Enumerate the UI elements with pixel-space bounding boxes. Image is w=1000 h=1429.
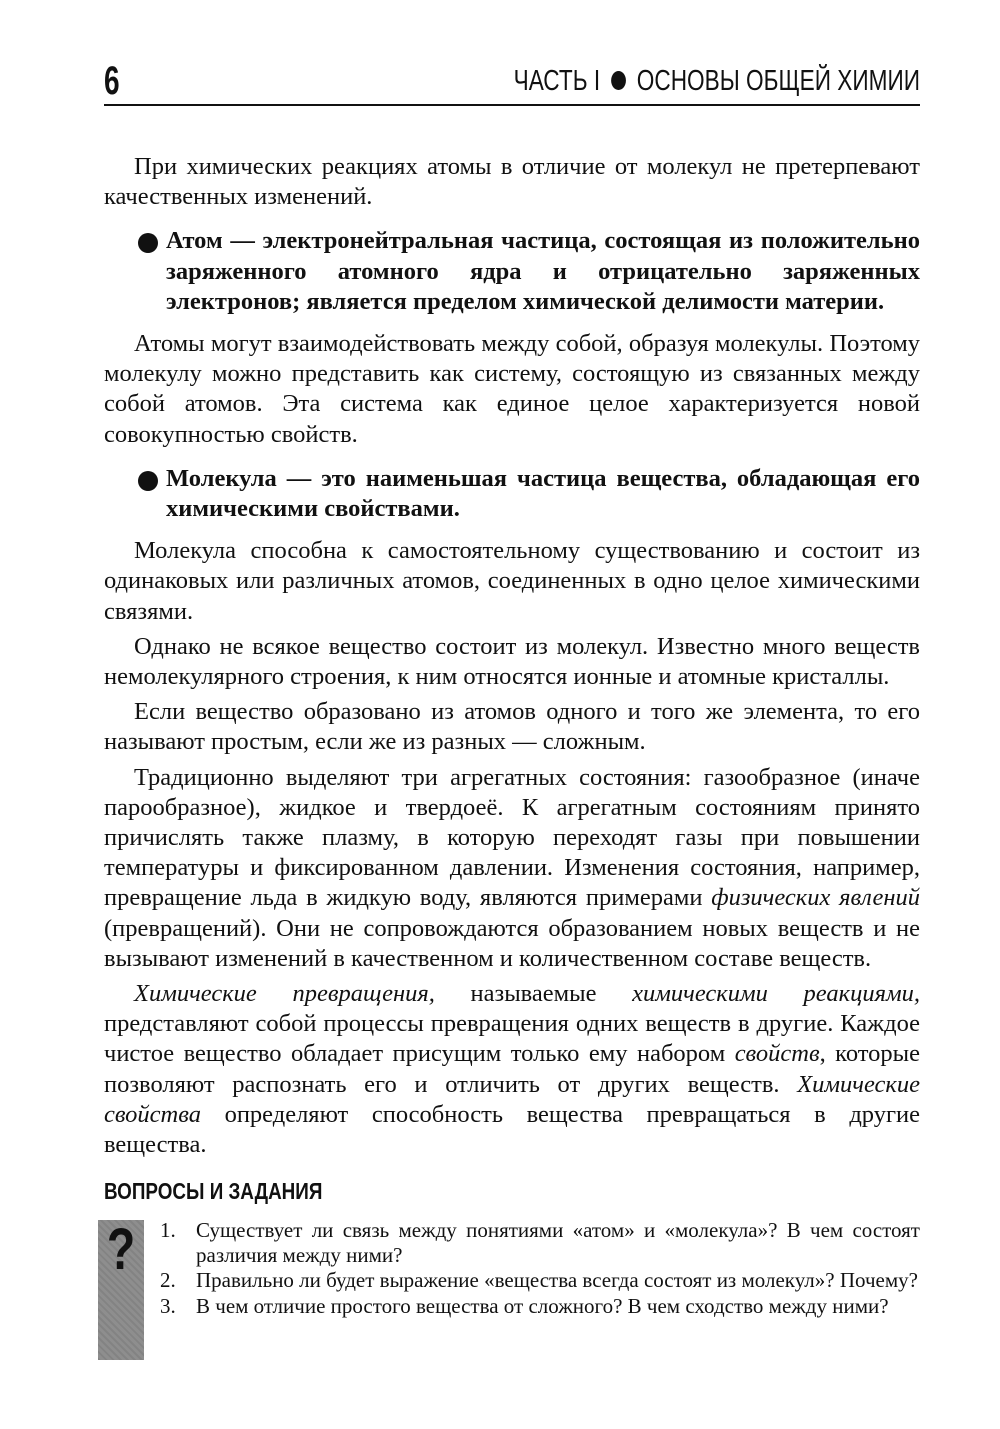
- term-properties: свойств: [734, 1040, 820, 1068]
- question-text: В чем отличие простого вещества от сложного? В чем сходство между ними?: [196, 1293, 889, 1318]
- bullet-icon: [138, 233, 158, 253]
- paragraph-6-text-a: Традиционно выделяют три агрегатных состояния: газообразное (иначе парообразное), жидкое и твердоеё. К агрегатным состояниям принято причислять также плазму, в которую переходят газы при повышении температуры и фиксированном давлении. Изменения состояния, например, превращение льда в жидкую воду, являются примерами: [104, 763, 920, 912]
- definition-atom: [104, 226, 920, 317]
- term-physical-phenomena: физических явлений: [711, 884, 920, 912]
- paragraph-6-text-b: (превращений). Они не сопровождаются образованием новых веществ и не вызывают изменений в качественном и количественном составе веществ.: [104, 914, 920, 972]
- question-text: Существует ли связь между понятиями «атом» и «молекула»? В чем состоят различия между ними?: [196, 1218, 920, 1267]
- paragraph-7: [104, 979, 920, 1160]
- question-mark-icon: [98, 1217, 144, 1360]
- question-item: [160, 1218, 920, 1267]
- questions-list: [160, 1218, 920, 1319]
- bullet-dot-icon: [611, 71, 626, 90]
- bullet-icon: [138, 471, 158, 491]
- question-text: Правильно ли будет выражение «вещества всегда состоят из молекул»? Почему?: [196, 1268, 918, 1293]
- paragraph-3: Молекула способна к самостоятельному существованию и состоит из одинаковых или различных атомов, соединенных в одно целое химическими связями.: [104, 537, 920, 625]
- paragraph-5: Если вещество образовано из атомов одного и того же элемента, то его называют простым, если же из разных — сложным.: [104, 698, 920, 756]
- question-item: [160, 1268, 920, 1293]
- term-chemical-transformations: Химические превращения,: [134, 980, 435, 1008]
- question-mark-glyph: ?: [106, 1217, 136, 1283]
- paragraph-1: При химических реакциях атомы в отличие от молекул не претерпевают качественных изменений.: [104, 153, 920, 211]
- paragraph-4: Однако не всякое вещество состоит из молекул. Известно много веществ немолекулярного строения, к ним относятся ионные и атомные кристаллы.: [104, 632, 920, 691]
- paragraph-7-text-a: называемые: [434, 980, 633, 1008]
- paragraph-7-text-c: , которые позволяют распознать его и отличить от других веществ.: [104, 1040, 920, 1098]
- question-number: 1.: [160, 1218, 176, 1243]
- question-item: [160, 1294, 920, 1319]
- page-header: [104, 58, 920, 106]
- part-label: ЧАСТЬ I: [513, 65, 601, 97]
- chapter-title: ОСНОВЫ ОБЩЕЙ ХИМИИ: [636, 65, 920, 97]
- questions-heading: ВОПРОСЫ И ЗАДАНИЯ: [104, 1178, 323, 1205]
- questions-block: [104, 1218, 920, 1368]
- question-number: 2.: [160, 1268, 176, 1293]
- definition-atom-text: Атом — электронейтральная частица, состоящая из положительно заряженного атомного ядра и отрицательно заряженных электронов; является пределом химической делимости материи.: [166, 227, 920, 315]
- page-number: 6: [104, 59, 120, 103]
- definition-molecule: [104, 464, 920, 524]
- paragraph-7-text-b: представляют собой процессы превращения одних веществ в другие. Каждое чистое вещество обладает присущим только ему набором: [104, 1010, 920, 1068]
- definition-molecule-text: Молекула — это наименьшая частица вещества, обладающая его химическими свойствами.: [166, 464, 920, 523]
- paragraph-7-text-d: определяют способность вещества превращаться в другие вещества.: [104, 1100, 920, 1159]
- question-number: 3.: [160, 1293, 176, 1318]
- running-head: [514, 58, 920, 104]
- term-chemical-reactions: химическими реакциями,: [632, 980, 920, 1008]
- paragraph-6: [104, 763, 920, 974]
- page-body: [104, 152, 920, 1368]
- paragraph-2: Атомы могут взаимодействовать между собой, образуя молекулы. Поэтому молекулу можно представить как систему, состоящую из связанных между собой атомов. Эта система как единое целое характеризуется новой совокупностью свойств.: [104, 330, 920, 448]
- term-chemical-properties: Химические свойства: [104, 1070, 920, 1128]
